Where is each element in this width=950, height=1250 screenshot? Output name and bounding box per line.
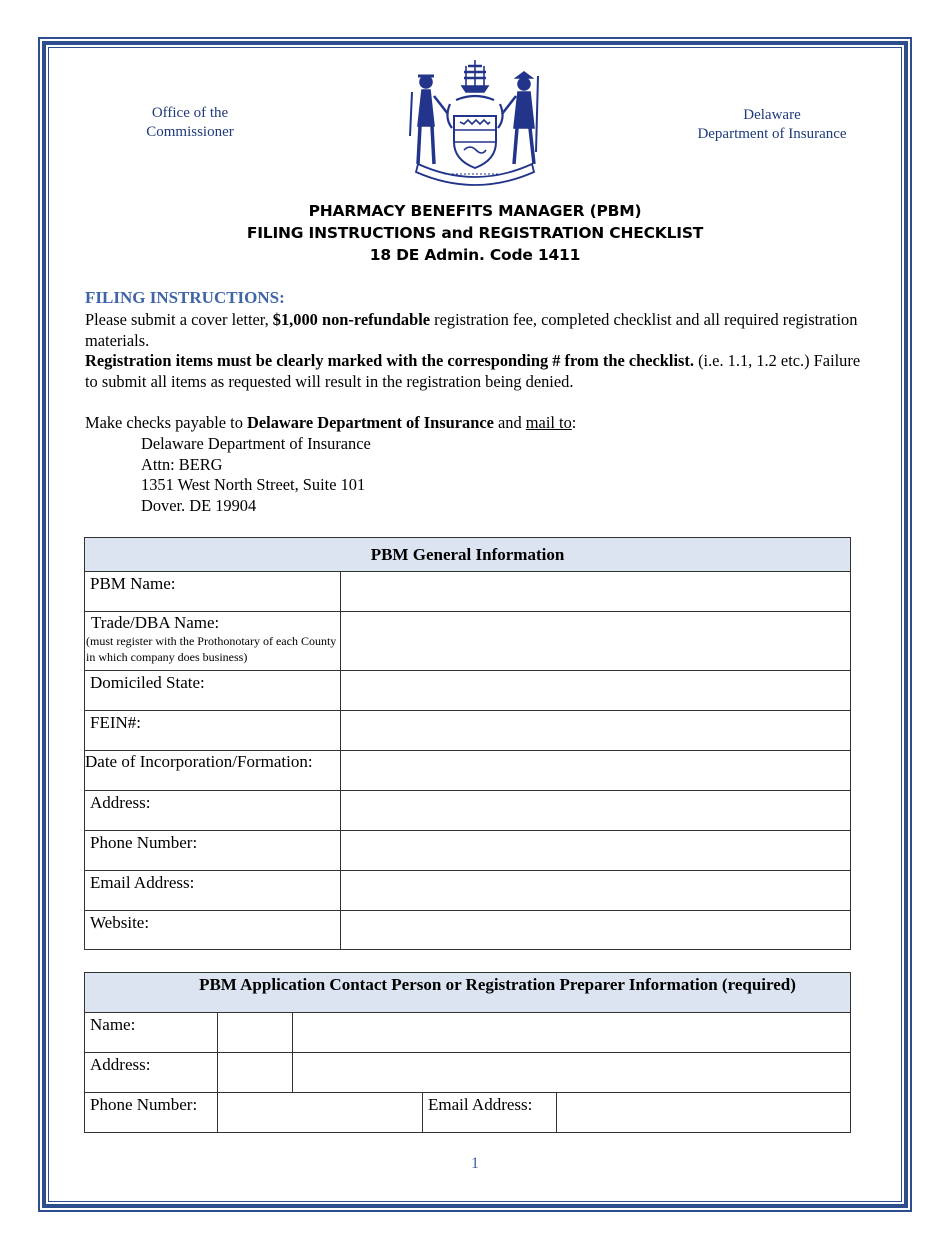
filing-instructions-heading: FILING INSTRUCTIONS: bbox=[85, 288, 285, 307]
contact-email-label: Email Address: bbox=[423, 1093, 557, 1133]
name-cell-divider bbox=[292, 1012, 293, 1053]
contact-email-field[interactable] bbox=[557, 1093, 851, 1133]
document-title bbox=[0, 200, 950, 266]
address-field[interactable] bbox=[341, 791, 851, 831]
date-of-incorporation-label: Date of Incorporation/Formation: bbox=[85, 751, 341, 791]
website-field[interactable] bbox=[341, 911, 851, 950]
title-line-3: 18 DE Admin. Code 1411 bbox=[369, 246, 581, 264]
fein-label: FEIN#: bbox=[85, 711, 341, 751]
website-label: Website: bbox=[85, 911, 341, 950]
office-of-commissioner: Office of the Commissioner bbox=[146, 105, 234, 140]
pbm-name-label: PBM Name: bbox=[85, 572, 341, 612]
email-address-label: Email Address: bbox=[85, 871, 341, 911]
instructions-paragraph-2: Registration items must be clearly marked with the corresponding # from the checklist. (i.e. 1.1, 1.2 etc.) Failure to submit all items as requested will result in the registration being denied. bbox=[85, 351, 861, 391]
title-line-1: PHARMACY BENEFITS MANAGER (PBM) bbox=[308, 202, 642, 220]
contact-address-label: Address: bbox=[85, 1053, 218, 1093]
email-address-field[interactable] bbox=[341, 871, 851, 911]
phone-number-label: Phone Number: bbox=[85, 831, 341, 871]
mailing-address: Delaware Department of Insurance Attn: BERG 1351 West North Street, Suite 101 Dover. DE 19904 bbox=[141, 434, 371, 515]
domiciled-state-field[interactable] bbox=[341, 671, 851, 711]
pbm-name-field[interactable] bbox=[341, 572, 851, 612]
pbm-general-information-table bbox=[84, 537, 851, 950]
trade-dba-note: (must register with the Prothonotary of each County in which company does business) bbox=[86, 634, 337, 664]
instructions-paragraph-1: Please submit a cover letter, $1,000 non-refundable registration fee, completed checklist and all required registration materials. bbox=[85, 310, 858, 350]
phone-number-field[interactable] bbox=[341, 831, 851, 871]
trade-dba-name-label-cell: Trade/DBA Name: (must register with the Prothonotary of each County in which company does business) bbox=[85, 612, 341, 671]
delaware-state-seal-icon bbox=[404, 56, 546, 188]
page-number: 1 bbox=[471, 1155, 479, 1172]
contact-address-field[interactable] bbox=[218, 1053, 851, 1093]
contact-phone-label: Phone Number: bbox=[85, 1093, 218, 1133]
trade-dba-name-field[interactable] bbox=[341, 612, 851, 671]
contact-info-heading: PBM Application Contact Person or Registration Preparer Information (required) bbox=[85, 973, 851, 1013]
address-cell-divider bbox=[292, 1052, 293, 1093]
contact-name-label: Name: bbox=[85, 1013, 218, 1053]
address-label: Address: bbox=[85, 791, 341, 831]
contact-name-field[interactable] bbox=[218, 1013, 851, 1053]
contact-phone-field[interactable] bbox=[218, 1093, 423, 1133]
domiciled-state-label: Domiciled State: bbox=[85, 671, 341, 711]
contact-person-table bbox=[84, 972, 851, 1133]
general-info-heading: PBM General Information bbox=[85, 538, 851, 572]
delaware-department-of-insurance: Delaware Department of Insurance bbox=[697, 107, 847, 142]
title-line-2: FILING INSTRUCTIONS and REGISTRATION CHECKLIST bbox=[246, 224, 704, 242]
date-of-incorporation-field[interactable] bbox=[341, 751, 851, 791]
fein-field[interactable] bbox=[341, 711, 851, 751]
instructions-paragraph-3: Make checks payable to Delaware Department of Insurance and mail to: bbox=[85, 413, 577, 432]
